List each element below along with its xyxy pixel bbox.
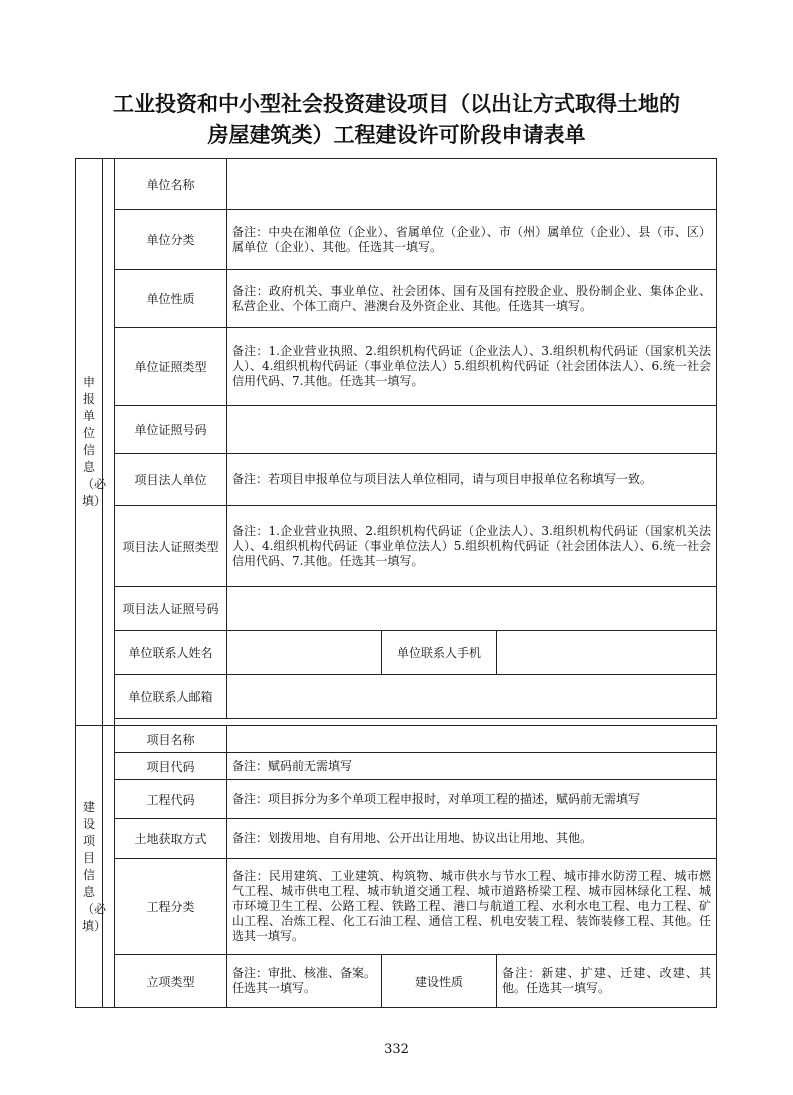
page-number: 332 <box>384 1042 409 1057</box>
label-contact-name: 单位联系人姓名 <box>115 631 227 675</box>
row-engineering-category <box>76 859 717 955</box>
label-unit-category: 单位分类 <box>115 210 227 270</box>
page-title <box>0 88 793 150</box>
title-line-2: 房屋建筑类）工程建设许可阶段申请表单 <box>207 122 586 147</box>
field-unit-name[interactable] <box>227 159 717 210</box>
field-unit-nature[interactable]: 备注：政府机关、事业单位、社会团体、国有及国有控股企业、股份制企业、集体企业、私营企业、个体工商户、港澳台及外资企业、其他。任选其一填写。 <box>227 270 717 328</box>
row-unit-nature <box>76 270 717 328</box>
row-project-code <box>76 753 717 780</box>
label-engineering-category: 工程分类 <box>115 859 227 955</box>
row-unit-name <box>76 159 717 210</box>
field-contact-name[interactable] <box>227 631 382 675</box>
label-approval-type: 立项类型 <box>115 955 227 1008</box>
field-unit-license-type[interactable]: 备注：1.企业营业执照、2.组织机构代码证（企业法人）、3.组织机构代码证（国家机关法人）、4.组织机构代码证（事业单位法人）5.组织机构代码证（社会团体法人）、6.统一社会信用代码、7.其他。任选其一填写。 <box>227 328 717 406</box>
field-engineering-code[interactable]: 备注：项目拆分为多个单项工程申报时，对单项工程的描述，赋码前无需填写 <box>227 780 717 819</box>
row-land-method <box>76 819 717 859</box>
label-project-name: 项目名称 <box>115 726 227 753</box>
row-legal-unit <box>76 454 717 506</box>
section-project-gap <box>103 726 115 1008</box>
label-contact-phone: 单位联系人手机 <box>382 631 497 675</box>
title-line-1: 工业投资和中小型社会投资建设项目（以出让方式取得土地的 <box>113 91 680 116</box>
row-legal-license-type <box>76 506 717 587</box>
section-applicant-info-label: 申报单位信息（必填） <box>76 159 103 726</box>
field-land-method[interactable]: 备注：划拨用地、自有用地、公开出让用地、协议出让用地、其他。 <box>227 819 717 859</box>
label-project-code: 项目代码 <box>115 753 227 780</box>
row-contact-name <box>76 631 717 675</box>
label-contact-email: 单位联系人邮箱 <box>115 675 227 719</box>
row-approval-type <box>76 955 717 1008</box>
field-legal-license-no[interactable] <box>227 587 717 631</box>
field-project-code[interactable]: 备注：赋码前无需填写 <box>227 753 717 780</box>
row-unit-license-type <box>76 328 717 406</box>
section-divider <box>115 719 717 726</box>
field-contact-phone[interactable] <box>497 631 717 675</box>
section-applicant-gap <box>103 159 115 726</box>
label-construction-nature: 建设性质 <box>382 955 497 1008</box>
label-unit-license-type: 单位证照类型 <box>115 328 227 406</box>
field-contact-email[interactable] <box>227 675 717 719</box>
label-unit-nature: 单位性质 <box>115 270 227 328</box>
field-unit-category[interactable]: 备注：中央在湘单位（企业）、省属单位（企业）、市（州）属单位（企业）、县（市、区）属单位（企业）、其他。任选其一填写。 <box>227 210 717 270</box>
field-project-name[interactable] <box>227 726 717 753</box>
label-unit-name: 单位名称 <box>115 159 227 210</box>
row-unit-category <box>76 210 717 270</box>
application-form-table <box>75 158 717 1008</box>
label-legal-license-no: 项目法人证照号码 <box>115 587 227 631</box>
field-engineering-category[interactable]: 备注：民用建筑、工业建筑、构筑物、城市供水与节水工程、城市排水防涝工程、城市燃气工程、城市供电工程、城市轨道交通工程、城市道路桥梁工程、城市园林绿化工程、城市环境卫生工程、公路工程、铁路工程、港口与航道工程、水利水电工程、电力工程、矿山工程、冶炼工程、化工石油工程、通信工程、机电安装工程、装饰装修工程、其他。任选其一填写。 <box>227 859 717 955</box>
row-engineering-code <box>76 780 717 819</box>
field-approval-type[interactable]: 备注：审批、核准、备案。任选其一填写。 <box>227 955 382 1008</box>
row-contact-email <box>76 675 717 719</box>
row-project-name <box>76 726 717 753</box>
label-unit-license-no: 单位证照号码 <box>115 406 227 454</box>
row-section-divider <box>76 719 717 726</box>
field-legal-license-type[interactable]: 备注：1.企业营业执照、2.组织机构代码证（企业法人）、3.组织机构代码证（国家机关法人）、4.组织机构代码证（事业单位法人）5.组织机构代码证（社会团体法人）、6.统一社会信用代码、7.其他。任选其一填写。 <box>227 506 717 587</box>
field-unit-license-no[interactable] <box>227 406 717 454</box>
row-unit-license-no <box>76 406 717 454</box>
field-construction-nature[interactable]: 备注：新建、扩建、迁建、改建、其他。任选其一填写。 <box>497 955 717 1008</box>
label-engineering-code: 工程代码 <box>115 780 227 819</box>
label-legal-unit: 项目法人单位 <box>115 454 227 506</box>
section-project-info-label: 建设项目信息（必填） <box>76 726 103 1008</box>
field-legal-unit[interactable]: 备注：若项目申报单位与项目法人单位相同，请与项目申报单位名称填写一致。 <box>227 454 717 506</box>
row-legal-license-no <box>76 587 717 631</box>
label-land-method: 土地获取方式 <box>115 819 227 859</box>
label-legal-license-type: 项目法人证照类型 <box>115 506 227 587</box>
